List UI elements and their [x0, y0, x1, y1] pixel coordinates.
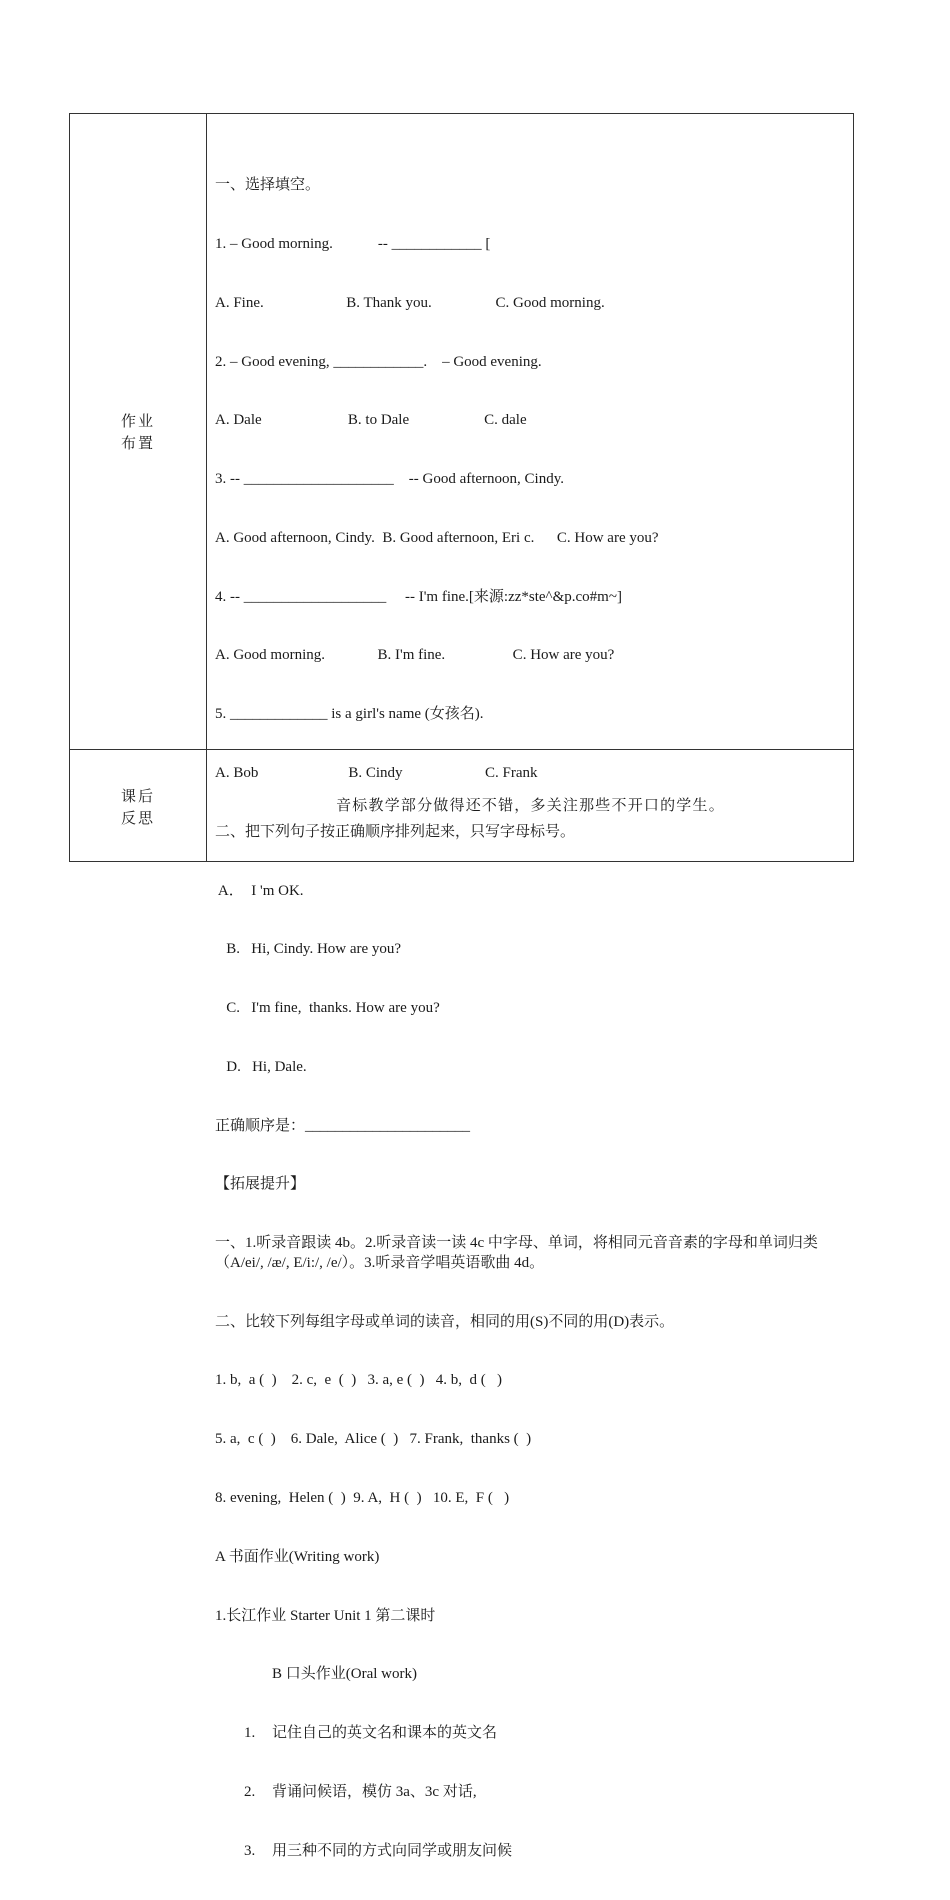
list-item: 1. 记住自己的英文名和课本的英文名 — [244, 1725, 498, 1742]
text-line: 1. – Good morning. -- ____________ [ — [215, 235, 491, 252]
text-line: 8. evening, Helen ( ) 9. A, H ( ) 10. E, F ( ) — [215, 1489, 510, 1506]
text-line: A. Bob B. Cindy C. Frank — [215, 765, 538, 781]
text-line: 3. -- ____________________ -- Good afternoon, Cindy. — [215, 471, 564, 488]
text-line: 二、把下列句子按正确顺序排列起来，只写字母标号。 — [215, 823, 576, 840]
text-line: 2. – Good evening, ____________. – Good evening. — [215, 353, 542, 370]
text-line: 1.长江作业 Starter Unit 1 第二课时 — [215, 1607, 436, 1624]
text-line: A 书面作业(Writing work) — [215, 1548, 380, 1565]
text-line: 5. _____________ is a girl's name (女孩名). — [215, 706, 484, 723]
extension-paragraph: 一、1.听录音跟读 4b。2.听录音读一读 4c 中字母、单词，将相同元音音素的字母和单词归类（A/ei/, /æ/, E/i:/, /e/）。3.听录音学唱英语歌曲 4d。 — [215, 1235, 818, 1271]
list-item: 2. 背诵问候语，模仿 3a、3c 对话, — [244, 1783, 477, 1800]
text-line: 一、选择填空。 — [215, 177, 321, 194]
text-line: A. Dale B. to Dale C. dale — [215, 412, 527, 429]
text-line: B. Hi, Cindy. How are you? — [215, 941, 402, 958]
text-line: A． I 'm OK. — [215, 882, 304, 899]
text-line: 正确顺序是：______________________ — [215, 1117, 471, 1134]
text-line: D. Hi, Dale. — [215, 1058, 307, 1075]
text-line: 4. -- ___________________ -- I'm fine.[来源:zz*ste^&p.co#m~] — [215, 588, 622, 605]
text-line: 5. a, c ( ) 6. Dale, Alice ( ) 7. Frank, thanks ( ) — [215, 1431, 532, 1448]
reflection-label: 课后 反思 — [120, 787, 155, 827]
lesson-table — [69, 113, 854, 1859]
oral-work-title: B 口头作业(Oral work) — [272, 1666, 417, 1683]
text-line: A. Good morning. B. I'm fine. C. How are you? — [215, 647, 615, 664]
text-line: 二、比较下列每组字母或单词的读音，相同的用(S)不同的用(D)表示。 — [215, 1313, 675, 1330]
homework-label: 作业 布置 — [120, 412, 155, 452]
text-line: 【拓展提升】 — [215, 1176, 306, 1193]
reflection-text: 音标教学部分做得还不错，多关注那些不开口的学生。 — [336, 796, 725, 814]
list-item: 3. 用三种不同的方式向同学或朋友问候 — [244, 1842, 513, 1859]
text-line: 1. b, a ( ) 2. c, e ( ) 3. a, e ( ) 4. b, d ( ) — [215, 1372, 502, 1389]
text-line: C. I'm fine, thanks. How are you? — [215, 1000, 440, 1017]
homework-content — [215, 137, 850, 1900]
text-line: A. Good afternoon, Cindy. B. Good afternoon, Eri c. C. How are you? — [215, 529, 659, 546]
text-line: A. Fine. B. Thank you. C. Good morning. — [215, 294, 605, 311]
